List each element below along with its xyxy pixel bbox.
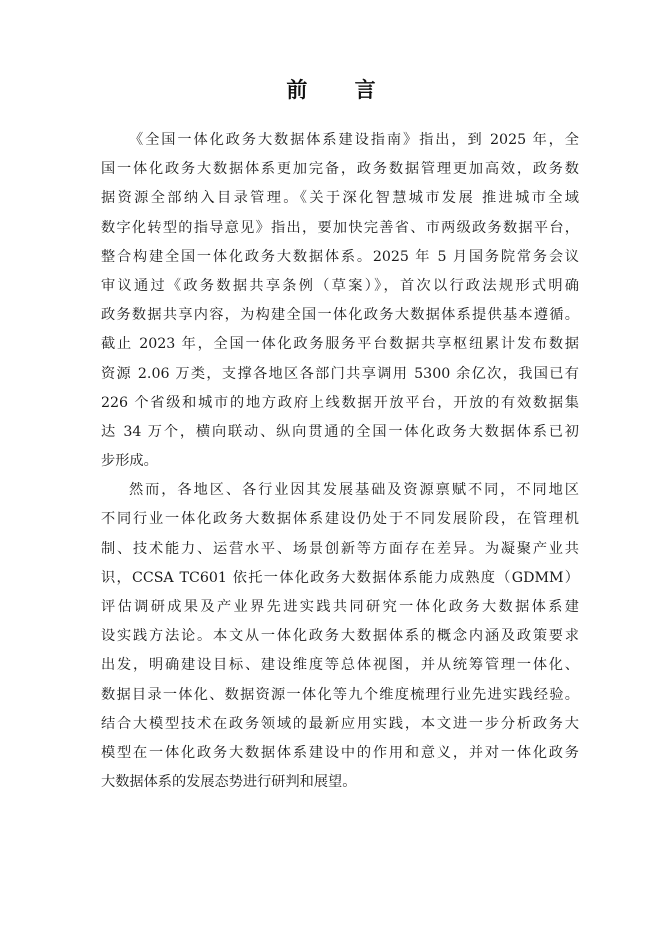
text-line: 据资源全部纳入目录管理。《关于深化智慧城市发展 推进城市全域 xyxy=(101,190,579,207)
text-line: 资源 2.06 万类，支撑各地区各部门共享调用 5300 余亿次，我国已有 xyxy=(101,365,579,382)
page-title: 前 言 xyxy=(286,78,396,102)
paragraph-2 xyxy=(101,476,579,797)
text-line: 国一体化政务大数据体系更加完备，政务数据管理更加高效，政务数 xyxy=(101,161,579,178)
text-line: 数字化转型的指导意见》指出，要加快完善省、市两级政务数据平台， xyxy=(101,219,579,236)
text-line: 审议通过《政务数据共享条例（草案）》，首次以行政法规形式明确 xyxy=(101,277,579,294)
text-line: 然而，各地区、各行业因其发展基础及资源禀赋不同，不同地区 xyxy=(129,482,579,499)
text-line: 步形成。 xyxy=(101,453,158,470)
text-line: 评估调研成果及产业界先进实践共同研究一体化政务大数据体系建 xyxy=(101,599,579,615)
text-line: 设实践方法论。本文从一体化政务大数据体系的概念内涵及政策要求 xyxy=(101,628,579,645)
text-line: 出发，明确建设目标、建设维度等总体视图，并从统筹管理一体化、 xyxy=(101,657,579,674)
text-line: 数据目录一体化、数据资源一体化等九个维度梳理行业先进实践经验。 xyxy=(101,686,579,703)
paragraph-1 xyxy=(101,126,579,476)
text-line: 大数据体系的发展态势进行研判和展望。 xyxy=(101,774,357,791)
text-line: 政务数据共享内容，为构建全国一体化政务大数据体系提供基本遵循。 xyxy=(101,307,579,324)
body-text xyxy=(101,126,579,797)
text-line: 达 34 万个，横向联动、纵向贯通的全国一体化政务大数据体系已初 xyxy=(101,423,579,440)
text-line: 《全国一体化政务大数据体系建设指南》指出，到 2025 年，全 xyxy=(129,132,579,148)
text-line: 制、技术能力、运营水平、场景创新等方面存在差异。为凝聚产业共 xyxy=(101,540,579,557)
text-line: 模型在一体化政务大数据体系建设中的作用和意义，并对一体化政务 xyxy=(101,744,579,761)
text-line: 截止 2023 年，全国一体化政务服务平台数据共享枢纽累计发布数据 xyxy=(101,336,579,353)
text-line: 226 个省级和城市的地方政府上线数据开放平台，开放的有效数据集 xyxy=(101,394,579,411)
text-line: 不同行业一体化政务大数据体系建设仍处于不同发展阶段，在管理机 xyxy=(101,511,579,528)
text-line: 结合大模型技术在政务领域的最新应用实践，本文进一步分析政务大 xyxy=(101,715,579,732)
text-line: 整合构建全国一体化政务大数据体系。2025 年 5 月国务院常务会议 xyxy=(101,248,579,265)
text-line: 识，CCSA TC601 依托一体化政务大数据体系能力成熟度（GDMM） xyxy=(101,569,579,586)
